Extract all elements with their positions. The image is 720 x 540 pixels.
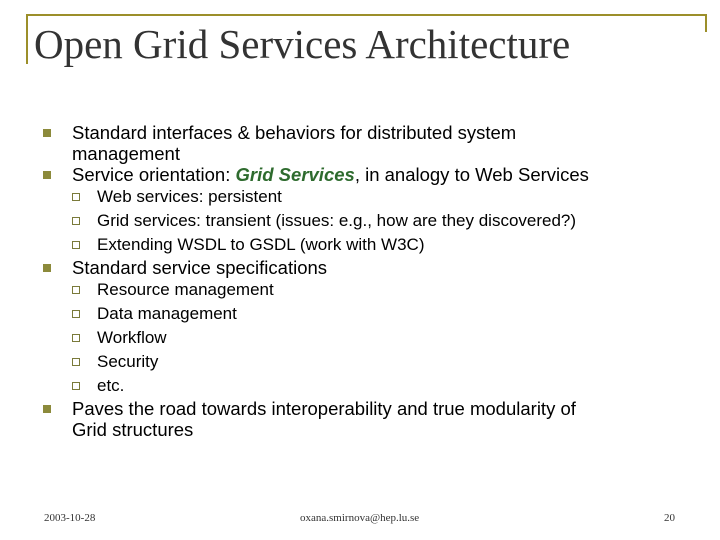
title-frame-left-rule	[26, 14, 28, 64]
square-bullet-icon	[43, 405, 51, 413]
sub-bullet-text: Web services: persistent	[97, 187, 282, 206]
square-bullet-icon	[43, 264, 51, 272]
slide-content	[0, 122, 720, 440]
bullet-text: Standard interfaces & behaviors for distributed system	[72, 122, 517, 143]
bullet-text: Grid structures	[72, 419, 194, 440]
bullet-text-prefix: Service orientation:	[72, 164, 236, 185]
title-frame-top-rule	[26, 14, 706, 16]
square-bullet-icon	[43, 171, 51, 179]
sub-bullet-text: etc.	[97, 376, 125, 395]
bullet-text: management	[72, 143, 180, 164]
sub-bullet-text: Workflow	[97, 328, 167, 347]
sub-bullet	[0, 185, 720, 209]
sub-bullet-text: Resource management	[97, 280, 274, 299]
slide-title: Open Grid Services Architecture	[34, 21, 571, 67]
bullet-text: Standard service specifications	[72, 257, 328, 278]
title-frame-right-rule	[705, 14, 707, 32]
sub-bullet	[0, 302, 720, 326]
hollow-square-bullet-icon	[72, 358, 80, 366]
sub-bullet	[0, 326, 720, 350]
footer-email: oxana.smirnova@hep.lu.se	[300, 512, 420, 524]
bullet-standard-interfaces-cont	[0, 143, 720, 164]
bullet-emphasis: Grid Services	[235, 164, 355, 185]
sub-bullet-text: Grid services: transient (issues: e.g., how are they discovered?)	[97, 211, 577, 230]
bullet-text: Paves the road towards interoperability and true modularity of	[72, 398, 576, 419]
bullet-standard-interfaces	[0, 122, 720, 143]
bullet-paves-the-road-cont	[0, 419, 720, 440]
sub-bullet	[0, 209, 720, 233]
sub-bullet	[0, 233, 720, 257]
sub-bullet-text: Extending WSDL to GSDL (work with W3C)	[97, 235, 425, 254]
square-bullet-icon	[43, 129, 51, 137]
footer-date: 2003-10-28	[44, 512, 96, 524]
hollow-square-bullet-icon	[72, 286, 80, 294]
sub-bullet-text: Data management	[97, 304, 237, 323]
hollow-square-bullet-icon	[72, 382, 80, 390]
hollow-square-bullet-icon	[72, 310, 80, 318]
bullet-standard-service-specs	[0, 257, 720, 278]
hollow-square-bullet-icon	[72, 193, 80, 201]
bullet-service-orientation	[0, 164, 720, 185]
sub-bullet	[0, 374, 720, 398]
bullet-text-suffix: , in analogy to Web Services	[354, 164, 589, 185]
sub-bullet-text: Security	[97, 352, 159, 371]
bullet-paves-the-road	[0, 398, 720, 419]
hollow-square-bullet-icon	[72, 334, 80, 342]
hollow-square-bullet-icon	[72, 217, 80, 225]
sub-bullet	[0, 350, 720, 374]
footer-page-number: 20	[664, 512, 675, 524]
sub-bullet	[0, 278, 720, 302]
hollow-square-bullet-icon	[72, 241, 80, 249]
